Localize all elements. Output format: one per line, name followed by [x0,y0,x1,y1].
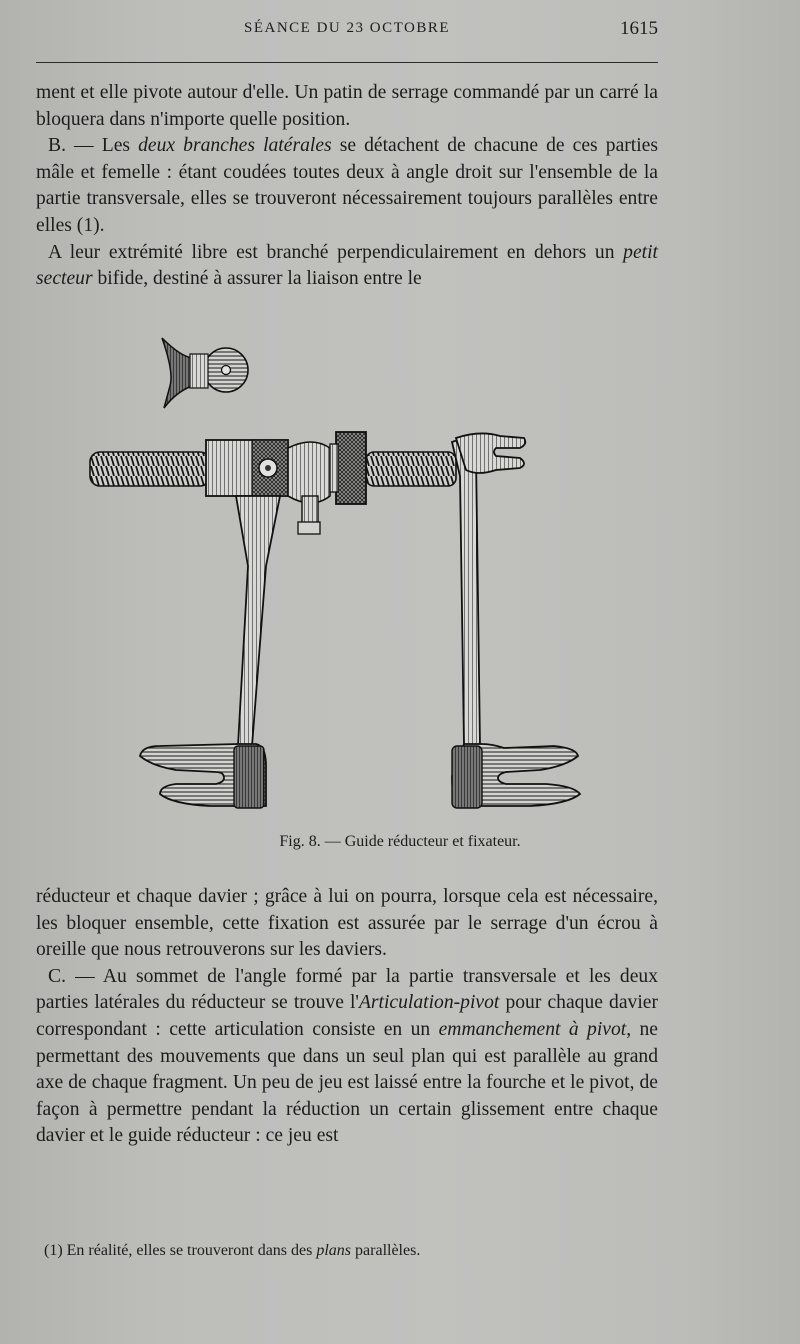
paragraph-c-emphasis-2: emmanchement à pivot [438,1018,627,1040]
detached-sector-piece [162,338,248,408]
paragraph-a-text: bifide, destiné à assurer la liaison entre le [92,268,422,290]
paragraph-a-emphasis: petit secteur [36,241,658,290]
pivot-joint [288,442,330,534]
knurled-nut [330,432,366,504]
footnote-mark: (1) [44,1242,63,1259]
paragraph-c-text: , ne permettant des mouvements que dans un seul plan qui est parallèle au grand axe de chaque fragment. Un peu de jeu est laissé entre la fourche et le pivot, de façon à permettre pendant la réduction un certain glissement entre chaque davier et le guide réducteur : ce jeu est [36,1018,659,1147]
surgical-reduction-guide-illustration [80,326,600,826]
header-rule [36,62,658,63]
paragraph-c-middle: pour chaque davier correspondant : cette articulation consiste en un [36,992,658,1040]
paragraph-davier: réducteur et chaque davier ; grâce à lui on pourra, lorsque cela est nécessaire, les bloquer ensemble, cette fixation est assurée par le serrage d'un écrou à oreille que nous retrouverons sur les daviers. [36,886,658,961]
footnote-text-end: parallèles. [351,1242,421,1259]
paragraph-c [36,964,658,1150]
paragraph-a-start: A leur extrémité libre est branché perpendiculairement en dehors un [48,241,624,263]
male-clamp-block [206,440,288,496]
paragraph-b [36,133,658,239]
right-lateral-branch [452,433,580,808]
paragraph-c-start: C. — Au sommet de l'angle formé par la partie transversale et les deux parties latérales du réducteur se trouve l' [36,965,658,1014]
page-number: 1615 [620,18,658,39]
running-head [36,18,658,44]
footnote-text-start: En réalité, elles se trouveront dans des [66,1242,317,1259]
left-lateral-branch [140,496,280,808]
footnote [44,1240,664,1262]
running-title: SÉANCE DU 23 OCTOBRE [244,20,450,36]
paragraph-c-emphasis-1: Articulation-pivot [358,992,500,1014]
paragraph-continuation: ment et elle pivote autour d'elle. Un patin de serrage commandé par un carré la bloquera dans n'importe quelle position. [36,82,658,130]
paragraph-a [36,240,658,293]
paragraph-b-label: B. — Les [48,135,139,157]
figure-caption: Fig. 8. — Guide réducteur et fixateur. [279,833,521,850]
body-text-bottom [36,884,658,1150]
footnote-emphasis: plans [316,1242,352,1259]
body-text-top [36,80,658,293]
paragraph-b-emphasis: deux branches latérales [138,135,332,157]
figure-8 [80,326,600,826]
paragraph-b-text: se détachent de chacune de ces parties mâle et femelle : étant coudées toutes deux à angle droit sur l'ensemble de la partie transversale, elles se trouveront nécessairement toujours parallèles entre elles (1). [36,135,658,236]
